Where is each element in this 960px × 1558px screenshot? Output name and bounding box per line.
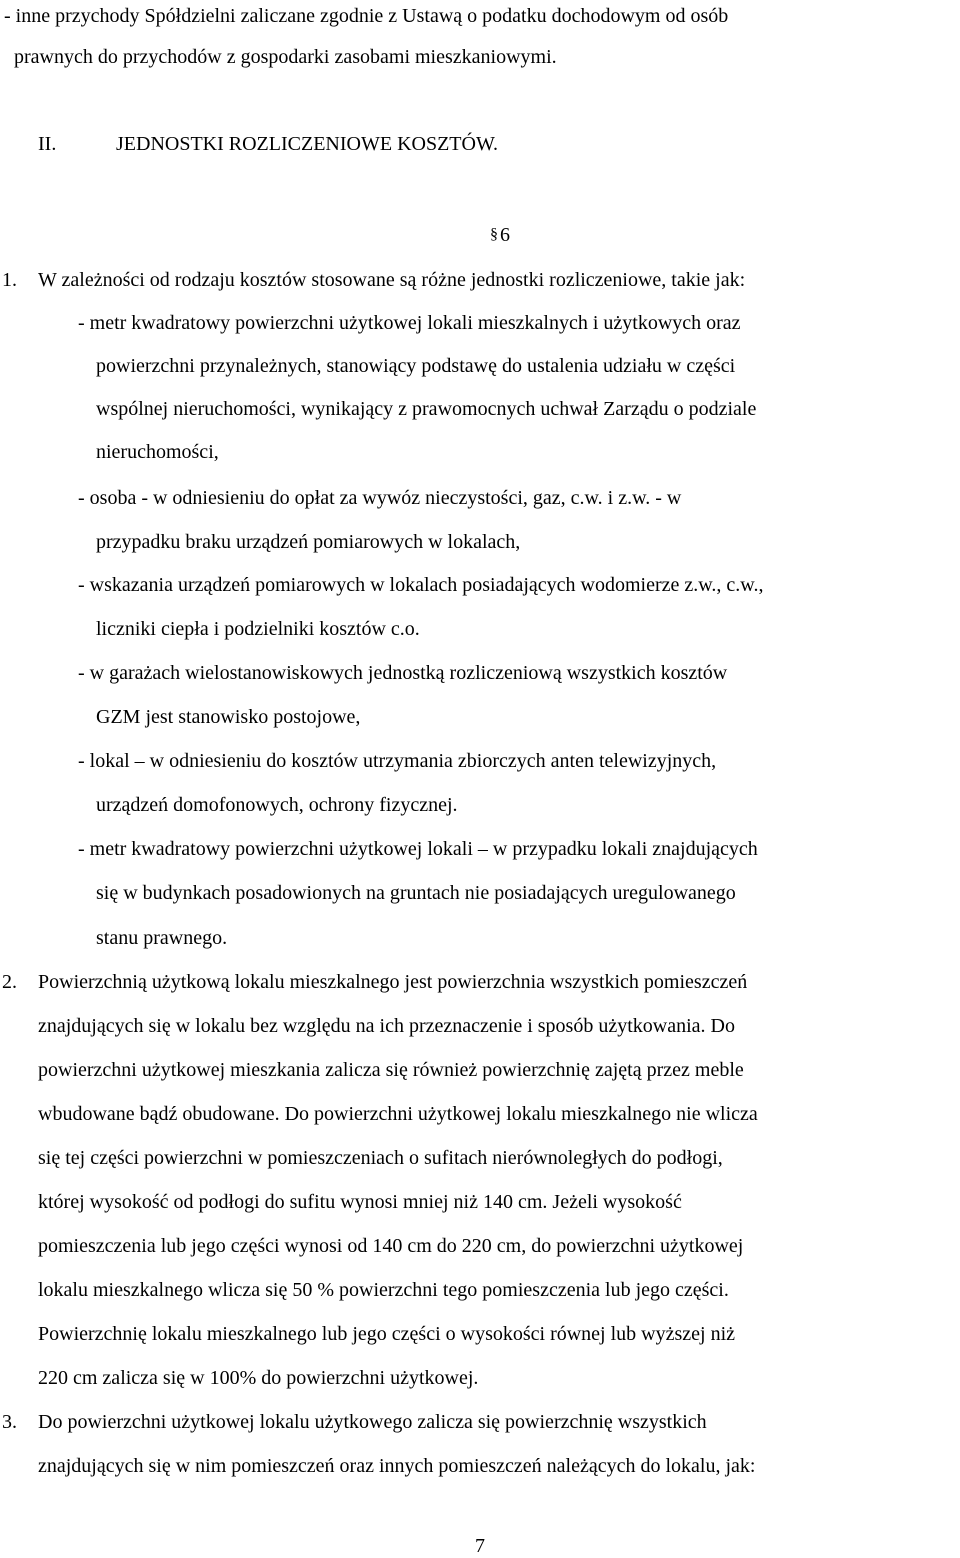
item-number: 3. bbox=[2, 1411, 17, 1433]
item-line: pomieszczenia lub jego części wynosi od 140 cm do 220 cm, do powierzchni użytkowej bbox=[38, 1235, 744, 1257]
sub-item-line: powierzchni przynależnych, stanowiący podstawę do ustalenia udziału w części bbox=[96, 355, 736, 377]
item-number: 2. bbox=[2, 971, 17, 993]
section-number: II. bbox=[38, 133, 57, 155]
item-line: znajdujących się w lokalu bez względu na ich przeznaczenie i sposób użytkowania. Do bbox=[38, 1015, 735, 1037]
sub-item-line: GZM jest stanowisko postojowe, bbox=[96, 706, 361, 728]
sub-item-line: się w budynkach posadowionych na gruntach nie posiadających uregulowanego bbox=[96, 882, 736, 904]
sub-item-line: stanu prawnego. bbox=[96, 927, 228, 949]
item-line: W zależności od rodzaju kosztów stosowane są różne jednostki rozliczeniowe, takie jak: bbox=[38, 269, 746, 291]
intro-line: - inne przychody Spółdzielni zaliczane zgodnie z Ustawą o podatku dochodowym od osób bbox=[4, 5, 729, 27]
sub-item-line: - lokal – w odniesieniu do kosztów utrzymania zbiorczych anten telewizyjnych, bbox=[78, 750, 717, 772]
item-line: wbudowane bądź obudowane. Do powierzchni użytkowej lokalu mieszkalnego nie wlicza bbox=[38, 1103, 758, 1125]
sub-item-line: - w garażach wielostanowiskowych jednostką rozliczeniową wszystkich kosztów bbox=[78, 662, 728, 684]
sub-item-line: - wskazania urządzeń pomiarowych w lokalach posiadających wodomierze z.w., c.w., bbox=[78, 574, 764, 596]
item-line: Powierzchnię lokalu mieszkalnego lub jego części o wysokości równej lub wyższej niż bbox=[38, 1323, 736, 1345]
paragraph-mark: § 6 bbox=[490, 224, 510, 246]
sub-item-line: przypadku braku urządzeń pomiarowych w lokalach, bbox=[96, 531, 521, 553]
item-number: 1. bbox=[2, 269, 17, 291]
item-line: Powierzchnią użytkową lokalu mieszkalnego jest powierzchnia wszystkich pomieszczeń bbox=[38, 971, 748, 993]
sub-item-line: liczniki ciepła i podzielniki kosztów c.o. bbox=[96, 618, 420, 640]
sub-item-line: wspólnej nieruchomości, wynikający z prawomocnych uchwał Zarządu o podziale bbox=[96, 398, 757, 420]
sub-item-line: - osoba - w odniesieniu do opłat za wywóz nieczystości, gaz, c.w. i z.w. - w bbox=[78, 487, 682, 509]
item-line: powierzchni użytkowej mieszkania zalicza się również powierzchnię zajętą przez meble bbox=[38, 1059, 744, 1081]
item-line: której wysokość od podłogi do sufitu wynosi mniej niż 140 cm. Jeżeli wysokość bbox=[38, 1191, 682, 1213]
page-number: 7 bbox=[475, 1535, 485, 1557]
item-line: Do powierzchni użytkowej lokalu użytkowego zalicza się powierzchnię wszystkich bbox=[38, 1411, 707, 1433]
section-sign-icon: § bbox=[490, 226, 498, 243]
intro-line: prawnych do przychodów z gospodarki zasobami mieszkaniowymi. bbox=[14, 46, 557, 68]
sub-item-line: urządzeń domofonowych, ochrony fizycznej. bbox=[96, 794, 458, 816]
section-title: JEDNOSTKI ROZLICZENIOWE KOSZTÓW. bbox=[116, 133, 498, 155]
sub-item-line: nieruchomości, bbox=[96, 441, 219, 463]
sub-item-line: - metr kwadratowy powierzchni użytkowej lokali – w przypadku lokali znajdujących bbox=[78, 838, 758, 860]
item-line: się tej części powierzchni w pomieszczeniach o sufitach nierównoległych do podłogi, bbox=[38, 1147, 723, 1169]
item-line: znajdujących się w nim pomieszczeń oraz innych pomieszczeń należących do lokalu, jak: bbox=[38, 1455, 756, 1477]
item-line: 220 cm zalicza się w 100% do powierzchni użytkowej. bbox=[38, 1367, 479, 1389]
item-line: lokalu mieszkalnego wlicza się 50 % powierzchni tego pomieszczenia lub jego części. bbox=[38, 1279, 729, 1301]
sub-item-line: - metr kwadratowy powierzchni użytkowej lokali mieszkalnych i użytkowych oraz bbox=[78, 312, 741, 334]
